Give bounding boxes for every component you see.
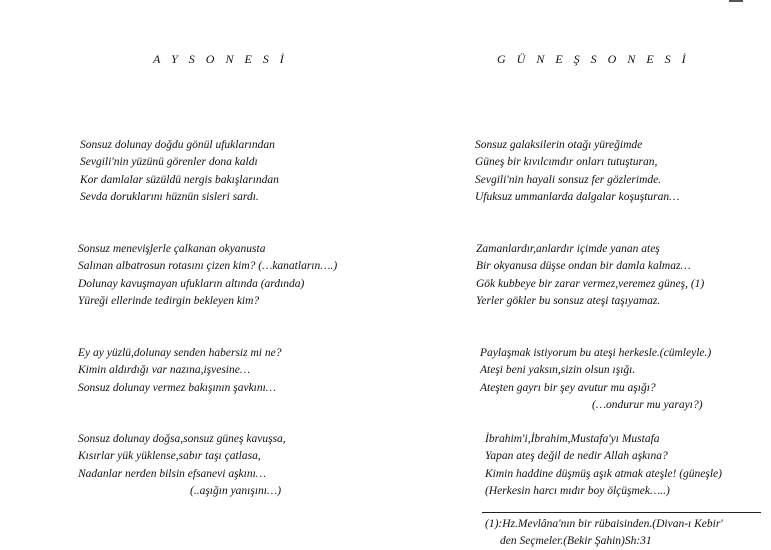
poem-line: (..aşığın yanışını…)	[190, 485, 282, 498]
page-corner-mark	[729, 0, 743, 2]
poem-line: Sevgili'nin hayali sonsuz fer gözlerimde.	[475, 173, 662, 186]
footnote-divider	[482, 512, 761, 513]
poem-line: Sonsuz galaksilerin otağı yüreğimde	[475, 139, 643, 151]
left-poem-title: A Y S O N E S İ	[153, 52, 288, 66]
poem-line: Dolunay kavuşmayan ufukların altında (ardında)	[78, 277, 305, 290]
poem-line: Yüreği ellerinde tedirgin bekleyen kim?	[78, 295, 260, 308]
poem-line: İbrahim'i,İbrahim,Mustafa'yı Mustafa	[485, 433, 660, 445]
poem-line: Yerler gökler bu sonsuz ateşi taşıyamaz.	[476, 295, 661, 308]
poem-line: Sevda doruklarını hüznün sisleri sardı.	[80, 191, 259, 204]
poem-line: Sonsuz dolunay doğdu gönül ufuklarından	[80, 139, 275, 151]
right-stanza-4	[485, 431, 722, 501]
poem-line: Güneş bir kıvılcımdır onları tutuşturan,	[475, 156, 658, 169]
footnote-line: den Seçmeler.(Bekir Şahin)Sh:31	[500, 535, 652, 547]
poem-line: Sonsuz dolunay vermez bakışının şavkını…	[78, 381, 277, 394]
right-stanza-2	[476, 241, 704, 311]
right-poem-title: G Ü N E Ş S O N E S İ	[497, 52, 690, 66]
poem-line: Kor damlalar süzüldü nergis bakışlarından	[80, 173, 279, 186]
poem-line: Salınan albatrosun rotasını çizen kim? (…kanatların….)	[78, 260, 338, 273]
poem-line: Yapan ateş değil de nedir Allah aşkına?	[485, 450, 668, 463]
left-stanza-1	[80, 137, 279, 207]
poem-line: Ateşi beni yaksın,sizin olsun ışığı.	[480, 364, 636, 377]
left-stanza-4	[78, 431, 286, 501]
poem-line: Sevgili'nin yüzünü görenler dona kaldı	[80, 156, 258, 169]
left-stanza-3	[78, 345, 281, 397]
poem-line: Nadanlar nerden bilsin efsanevi aşkını…	[78, 467, 267, 480]
footnote	[485, 516, 723, 550]
poem-line: Kimin aldırdığı var nazına,işvesine…	[78, 364, 251, 377]
poem-line: Zamanlardır,anlardır içimde yanan ateş	[476, 243, 660, 255]
poem-line: Kısırlar yük yüklense,sabır taşı çatlasa,	[78, 450, 261, 463]
poem-line: Sonsuz dolunay doğsa,sonsuz güneş kavuşsa,	[78, 433, 286, 445]
poem-line: (Herkesin harcı mıdır boy ölçüşmek…..)	[485, 485, 670, 498]
poem-line: Sonsuz meneviş̧lerle çalkanan okyanusta	[78, 243, 266, 255]
right-stanza-3	[480, 345, 711, 415]
footnote-line: (1):Hz.Mevlâna'nın bir rübaisinden.(Divan-ı Kebir'	[485, 518, 723, 530]
poem-line: Bir okyanusa düşse ondan bir damla kalmaz…	[476, 260, 691, 273]
poem-line: Kimin haddine düşmüş aşık atmak ateşle! (güneşle)	[485, 467, 722, 480]
poem-line: Ufuksuz ummanlarda dalgalar koşuşturan…	[475, 191, 680, 204]
poem-line: Gök kubbeye bir zarar vermez,veremez güneş, (1)	[476, 277, 705, 290]
poem-line: Paylaşmak istiyorum bu ateşi herkesle.(cümleyle.)	[480, 347, 712, 359]
poem-line: Ey ay yüzlü,dolunay senden habersiz mi ne?	[78, 347, 282, 359]
right-stanza-1	[475, 137, 679, 207]
poem-line: Ateşten gayrı bir şey avutur mu aşığı?	[480, 381, 656, 394]
left-stanza-2	[78, 241, 337, 311]
poem-line: (…ondurur mu yarayı?)	[592, 399, 703, 412]
